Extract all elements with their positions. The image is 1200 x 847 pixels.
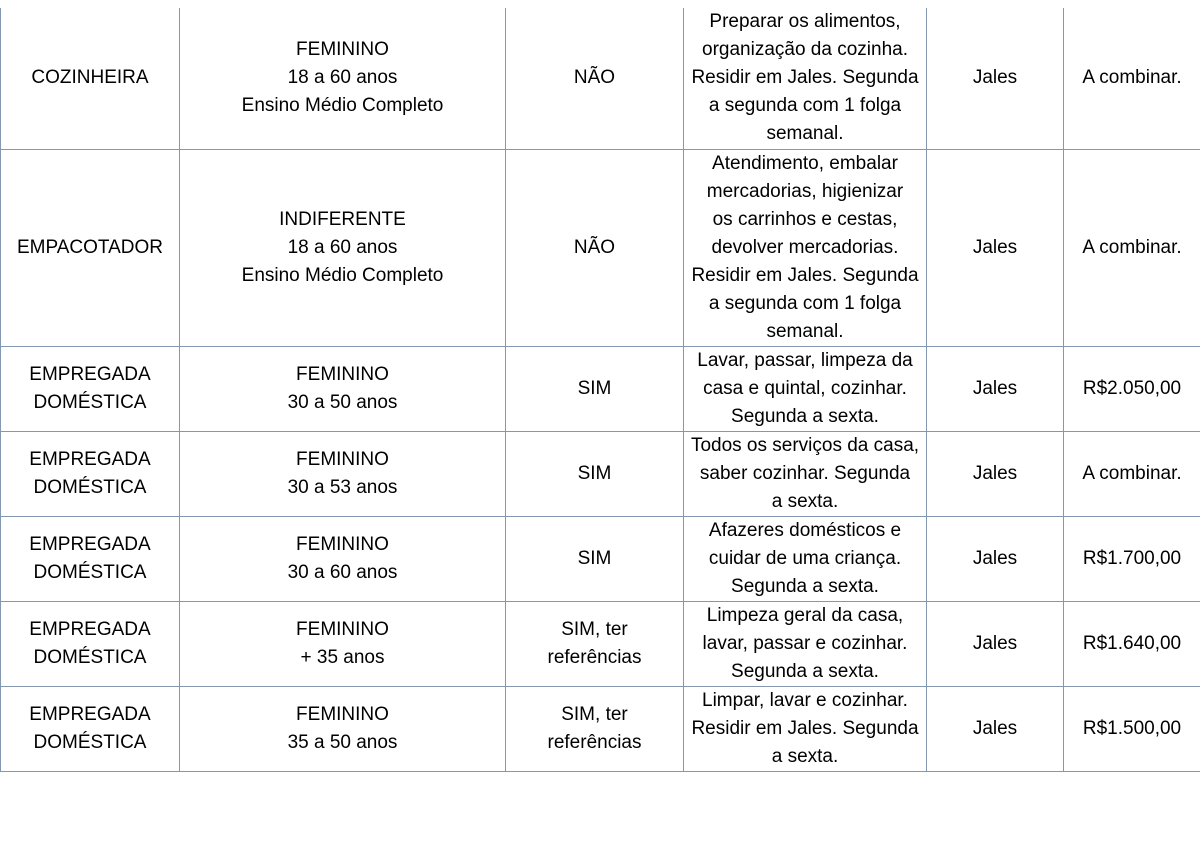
local-cell: Jales bbox=[927, 431, 1064, 516]
atividades-cell: Preparar os alimentos, organização da cozinha. Residir em Jales. Segunda a segunda com 1 folga semanal. bbox=[684, 8, 927, 149]
perfil-cell: FEMININO 35 a 50 anos bbox=[180, 686, 506, 771]
experiencia-cell: NÃO bbox=[506, 8, 684, 149]
cargo-cell: COZINHEIRA bbox=[1, 8, 180, 149]
atividades-cell: Lavar, passar, limpeza da casa e quintal, cozinhar. Segunda a sexta. bbox=[684, 346, 927, 431]
experiencia-cell: SIM, ter referências bbox=[506, 686, 684, 771]
local-cell: Jales bbox=[927, 601, 1064, 686]
cargo-cell: EMPREGADA DOMÉSTICA bbox=[1, 431, 180, 516]
local-cell: Jales bbox=[927, 346, 1064, 431]
cargo-cell: EMPREGADA DOMÉSTICA bbox=[1, 516, 180, 601]
table-row bbox=[1, 601, 1200, 686]
perfil-cell: FEMININO 30 a 50 anos bbox=[180, 346, 506, 431]
experiencia-cell: SIM bbox=[506, 431, 684, 516]
atividades-cell: Limpar, lavar e cozinhar. Residir em Jales. Segunda a sexta. bbox=[684, 686, 927, 771]
cargo-cell: EMPREGADA DOMÉSTICA bbox=[1, 601, 180, 686]
local-cell: Jales bbox=[927, 686, 1064, 771]
local-cell: Jales bbox=[927, 149, 1064, 346]
perfil-cell: FEMININO 18 a 60 anos Ensino Médio Completo bbox=[180, 8, 506, 149]
perfil-cell: FEMININO 30 a 53 anos bbox=[180, 431, 506, 516]
perfil-cell: INDIFERENTE 18 a 60 anos Ensino Médio Completo bbox=[180, 149, 506, 346]
table-row bbox=[1, 149, 1200, 346]
cargo-cell: EMPREGADA DOMÉSTICA bbox=[1, 686, 180, 771]
table-row bbox=[1, 686, 1200, 771]
perfil-cell: FEMININO 30 a 60 anos bbox=[180, 516, 506, 601]
salario-cell: R$2.050,00 bbox=[1064, 346, 1200, 431]
cargo-cell: EMPREGADA DOMÉSTICA bbox=[1, 346, 180, 431]
table-row bbox=[1, 346, 1200, 431]
experiencia-cell: SIM bbox=[506, 516, 684, 601]
experiencia-cell: SIM, ter referências bbox=[506, 601, 684, 686]
experiencia-cell: NÃO bbox=[506, 149, 684, 346]
table-row bbox=[1, 431, 1200, 516]
salario-cell: A combinar. bbox=[1064, 149, 1200, 346]
atividades-cell: Todos os serviços da casa, saber cozinhar. Segunda a sexta. bbox=[684, 431, 927, 516]
salario-cell: A combinar. bbox=[1064, 8, 1200, 149]
table-row bbox=[1, 516, 1200, 601]
cargo-cell: EMPACOTADOR bbox=[1, 149, 180, 346]
local-cell: Jales bbox=[927, 8, 1064, 149]
atividades-cell: Limpeza geral da casa, lavar, passar e cozinhar. Segunda a sexta. bbox=[684, 601, 927, 686]
job-listings-table bbox=[0, 8, 1200, 772]
perfil-cell: FEMININO + 35 anos bbox=[180, 601, 506, 686]
salario-cell: R$1.640,00 bbox=[1064, 601, 1200, 686]
salario-cell: R$1.500,00 bbox=[1064, 686, 1200, 771]
salario-cell: R$1.700,00 bbox=[1064, 516, 1200, 601]
experiencia-cell: SIM bbox=[506, 346, 684, 431]
atividades-cell: Afazeres domésticos e cuidar de uma criança. Segunda a sexta. bbox=[684, 516, 927, 601]
atividades-cell: Atendimento, embalar mercadorias, higienizar os carrinhos e cestas, devolver mercadorias. Residir em Jales. Segunda a segunda com 1 folga semanal. bbox=[684, 149, 927, 346]
local-cell: Jales bbox=[927, 516, 1064, 601]
table-row bbox=[1, 8, 1200, 149]
salario-cell: A combinar. bbox=[1064, 431, 1200, 516]
